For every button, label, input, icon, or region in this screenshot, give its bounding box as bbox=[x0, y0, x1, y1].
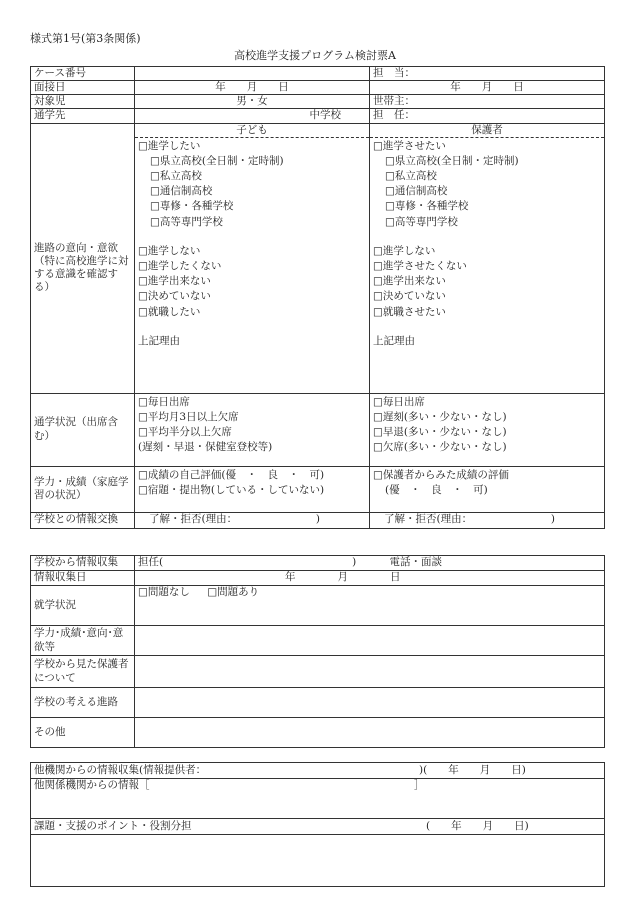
problem-yes[interactable]: □問題あり bbox=[207, 586, 260, 598]
interview-date-child[interactable]: 年 月 日 bbox=[135, 81, 370, 95]
option-technical[interactable]: □高等専門学校 bbox=[385, 215, 458, 228]
phone-interview[interactable]: 電話・面談 bbox=[389, 556, 443, 569]
related-info-label: 他関係機関からの情報［ bbox=[34, 779, 150, 791]
attendance-note: (遅刻・早退・保健室登校等) bbox=[138, 441, 273, 454]
academic-label: 学力・成績（家庭学習の状況） bbox=[31, 466, 135, 512]
option-want-advance[interactable]: □進学させたい bbox=[373, 139, 446, 152]
school-attendance-label: 就学状況 bbox=[31, 586, 135, 626]
attendance-absent[interactable]: □欠席(多い・少ない・なし) bbox=[373, 441, 507, 454]
intention-label: 進路の意向・意欲（特に高校進学に対する意識を確認する） bbox=[31, 123, 135, 393]
option-correspondence[interactable]: □通信制高校 bbox=[385, 185, 448, 198]
case-number-label: ケース番号 bbox=[31, 67, 135, 81]
collect-field bbox=[135, 556, 605, 571]
junior-high-field[interactable]: 中学校 bbox=[135, 109, 370, 123]
target-child-label: 対象児 bbox=[31, 95, 135, 109]
tantou-label[interactable]: 担 当： bbox=[370, 67, 605, 81]
homework[interactable]: □宿題・提出物(している・していない) bbox=[138, 483, 325, 496]
attendance-label: 通学状況（出席含む） bbox=[31, 393, 135, 466]
form-number: 様式第1号(第3条関係) bbox=[30, 32, 141, 45]
other-label: その他 bbox=[31, 718, 135, 748]
option-undecided[interactable]: □決めていない bbox=[373, 290, 446, 303]
option-employment[interactable]: □就職させたい bbox=[373, 305, 446, 318]
attendance-3days[interactable]: □平均月3日以上欠席 bbox=[138, 410, 239, 423]
other-agency-date[interactable]: )( 年 月 日) bbox=[419, 763, 526, 776]
consent-guardian[interactable]: 了解・拒否(理由： ) bbox=[370, 512, 605, 528]
child-options-list bbox=[135, 138, 369, 350]
gender-select[interactable]: 男・女 bbox=[135, 95, 370, 109]
academic-intention-label: 学力･成績･意向･意欲等 bbox=[31, 626, 135, 656]
attendance-daily[interactable]: □毎日出席 bbox=[138, 395, 190, 408]
other-agency-label: 他機関からの情報収集(情報提供者： bbox=[34, 763, 207, 776]
option-private[interactable]: □私立高校 bbox=[150, 169, 202, 182]
option-private[interactable]: □私立高校 bbox=[385, 169, 437, 182]
other-field[interactable] bbox=[135, 718, 605, 748]
collect-date-label: 情報収集日 bbox=[31, 571, 135, 586]
guardian-evaluation[interactable]: □保護者からみた成績の評価 bbox=[373, 468, 509, 481]
option-not-advance[interactable]: □進学しない bbox=[373, 244, 436, 257]
child-attendance-cell bbox=[135, 393, 370, 466]
section-1-table bbox=[30, 66, 605, 529]
option-undecided[interactable]: □決めていない bbox=[138, 290, 211, 303]
option-cannot[interactable]: □進学出来ない bbox=[138, 275, 211, 288]
attendance-half[interactable]: □平均半分以上欠席 bbox=[138, 425, 232, 438]
child-header: 子ども bbox=[135, 124, 369, 138]
interview-date-guardian[interactable]: 年 月 日 bbox=[370, 81, 605, 95]
other-agency-row bbox=[31, 763, 605, 779]
guardian-academic-cell bbox=[370, 466, 605, 512]
attendance-late[interactable]: □遅刻(多い・少ない・なし) bbox=[373, 410, 507, 423]
guardian-evaluation-scale[interactable]: (優 ・ 良 ・ 可) bbox=[385, 483, 488, 496]
attendance-early[interactable]: □早退(多い・少ない・なし) bbox=[373, 425, 507, 438]
guardian-header: 保護者 bbox=[370, 124, 604, 138]
teacher-label[interactable]: 担 任： bbox=[370, 109, 605, 123]
guardian-view-label: 学校から見た保護者について bbox=[31, 656, 135, 688]
academic-intention-field[interactable] bbox=[135, 626, 605, 656]
related-info-row bbox=[31, 779, 605, 819]
form-title: 高校進学支援プログラム検討票A bbox=[234, 49, 396, 62]
school-label: 通学先 bbox=[31, 109, 135, 123]
option-not-advance[interactable]: □進学しない bbox=[138, 244, 201, 257]
option-vocational[interactable]: □専修・各種学校 bbox=[150, 200, 234, 213]
collect-date-field[interactable]: 年 月 日 bbox=[135, 571, 605, 586]
child-academic-cell bbox=[135, 466, 370, 512]
issues-date[interactable]: ( 年 月 日) bbox=[426, 819, 529, 832]
consent-child[interactable]: 了解・拒否(理由： ) bbox=[135, 512, 370, 528]
issues-row bbox=[31, 819, 605, 835]
problem-none[interactable]: □問題なし bbox=[138, 586, 190, 598]
section-3-table bbox=[30, 762, 605, 887]
homeroom-field[interactable]: 担任( ) bbox=[138, 556, 357, 569]
guardian-intention-cell bbox=[370, 123, 605, 393]
section-2-table bbox=[30, 555, 605, 748]
self-evaluation[interactable]: □成績の自己評価(優 ・ 良 ・ 可) bbox=[138, 468, 325, 481]
option-cannot[interactable]: □進学出来ない bbox=[373, 275, 446, 288]
guardian-view-field[interactable] bbox=[135, 656, 605, 688]
option-vocational[interactable]: □専修・各種学校 bbox=[385, 200, 469, 213]
problem-field bbox=[135, 586, 605, 626]
option-not-want[interactable]: □進学させたくない bbox=[373, 259, 467, 272]
related-info-close: ］ bbox=[414, 779, 425, 791]
option-not-want[interactable]: □進学したくない bbox=[138, 259, 222, 272]
issues-field[interactable] bbox=[31, 835, 605, 887]
guardian-attendance-cell bbox=[370, 393, 605, 466]
case-number-field[interactable] bbox=[135, 67, 370, 81]
school-path-label: 学校の考える進路 bbox=[31, 688, 135, 718]
issues-label: 課題・支援のポイント・役割分担 bbox=[34, 819, 192, 832]
option-employment[interactable]: □就職したい bbox=[138, 305, 201, 318]
collect-label: 学校から情報収集 bbox=[31, 556, 135, 571]
school-path-field[interactable] bbox=[135, 688, 605, 718]
attendance-daily[interactable]: □毎日出席 bbox=[373, 395, 425, 408]
guardian-options-list bbox=[370, 138, 604, 350]
option-want-advance[interactable]: □進学したい bbox=[138, 139, 201, 152]
reason-label: 上記理由 bbox=[138, 334, 180, 347]
interview-date-label: 面接日 bbox=[31, 81, 135, 95]
info-exchange-label: 学校との情報交換 bbox=[31, 512, 135, 528]
child-intention-cell bbox=[135, 123, 370, 393]
option-prefectural[interactable]: □県立高校(全日制・定時制) bbox=[385, 154, 519, 167]
householder-label[interactable]: 世帯主： bbox=[370, 95, 605, 109]
option-prefectural[interactable]: □県立高校(全日制・定時制) bbox=[150, 154, 284, 167]
option-correspondence[interactable]: □通信制高校 bbox=[150, 185, 213, 198]
option-technical[interactable]: □高等専門学校 bbox=[150, 215, 223, 228]
reason-label: 上記理由 bbox=[373, 334, 415, 347]
